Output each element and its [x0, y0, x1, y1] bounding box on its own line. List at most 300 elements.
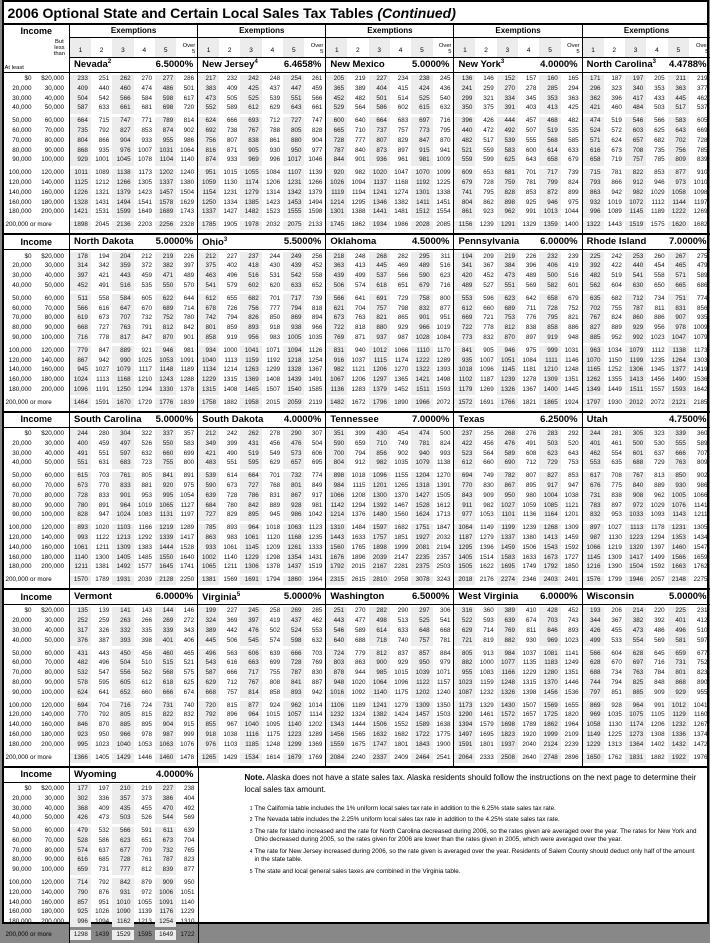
income-at-least: 30,000	[4, 804, 34, 814]
tax-amount-cell: 1663	[668, 563, 689, 573]
tax-amount-cell: 969	[582, 711, 603, 721]
tax-amount-cell: 1377	[668, 366, 689, 376]
exemption-col-header: 5	[668, 38, 689, 58]
tax-amount-cell: 1494	[304, 198, 325, 208]
tax-amount-cell: 1031	[561, 346, 582, 356]
tax-amount-cell: 558	[646, 272, 667, 282]
tax-amount-cell: 769	[497, 626, 518, 636]
tax-amount-cell: 831	[262, 491, 283, 501]
tax-amount-cell: 2748	[539, 753, 560, 763]
tax-amount-cell: 389	[347, 84, 368, 94]
tax-amount-cell: 400	[70, 439, 91, 449]
tax-amount-cell: 1103	[219, 740, 240, 750]
tax-amount-cell: 597	[689, 636, 710, 646]
tax-amount-cell: 1691	[240, 576, 261, 586]
tax-amount-cell: 2119	[304, 398, 325, 408]
tax-amount-cell: 946	[539, 198, 560, 208]
tax-amount-cell: 1071	[433, 669, 454, 679]
tax-amount-cell: 1216	[582, 563, 603, 573]
tax-amount-cell: 2240	[347, 753, 368, 763]
tax-amount-cell: 866	[604, 178, 625, 188]
tax-amount-cell: 474	[582, 117, 603, 127]
tax-amount-cell: 581	[668, 636, 689, 646]
tax-amount-cell: 1059	[198, 178, 219, 188]
tax-amount-cell: 482	[582, 272, 603, 282]
tax-amount-cell: 1013	[539, 208, 560, 218]
tax-amount-cell: 940	[347, 346, 368, 356]
tax-amount-cell: 876	[91, 888, 112, 898]
tax-amount-cell: 339	[668, 429, 689, 439]
tax-amount-cell: 761	[134, 856, 155, 866]
tax-amount-cell: 741	[454, 188, 475, 198]
tax-amount-cell: 324	[198, 617, 219, 627]
tax-amount-cell: 955	[155, 136, 176, 146]
tax-amount-cell: 436	[433, 84, 454, 94]
tax-amount-cell: 586	[369, 104, 390, 114]
tax-amount-cell: 1005	[283, 333, 304, 343]
tax-amount-cell: 1211	[219, 563, 240, 573]
tax-amount-cell: 1396	[475, 543, 496, 553]
tax-amount-cell: 524	[582, 126, 603, 136]
footnote	[245, 816, 701, 825]
tax-amount-cell: 639	[176, 827, 197, 837]
tax-amount-cell: 1505	[433, 491, 454, 501]
tax-amount-cell: 870	[433, 136, 454, 146]
tax-amount-cell: 953	[604, 511, 625, 521]
tax-amount-cell: 1199	[625, 356, 646, 366]
income-less-than: 120,000	[34, 346, 70, 356]
tax-amount-cell: 1026	[91, 908, 112, 918]
tax-amount-cell: 1351	[561, 376, 582, 386]
tax-amount-cell: 225	[668, 607, 689, 617]
tax-amount-cell: 929	[668, 688, 689, 698]
tax-amount-cell: 1283	[347, 385, 368, 395]
income-at-least: 90,000	[4, 333, 34, 343]
tax-amount-cell: 995	[155, 491, 176, 501]
tax-amount-cell: 377	[689, 84, 710, 94]
tax-amount-cell: 991	[518, 208, 539, 218]
income-less-than: 140,000	[34, 178, 70, 188]
income-less-than: 60,000	[34, 294, 70, 304]
income-at-least: 180,000	[4, 918, 34, 928]
tax-amount-cell: 716	[433, 117, 454, 127]
tax-amount-cell: 951	[91, 898, 112, 908]
tax-amount-cell: 987	[155, 730, 176, 740]
tax-amount-cell: 336	[91, 794, 112, 804]
tax-amount-cell: 724	[326, 649, 347, 659]
income-at-least: 140,000	[4, 188, 34, 198]
tax-amount-cell: 1392	[369, 501, 390, 511]
state-footnote-ref: 3	[653, 59, 656, 65]
tax-amount-cell: 541	[198, 281, 219, 291]
tax-amount-cell: 542	[91, 94, 112, 104]
tax-amount-cell: 496	[668, 626, 689, 636]
tax-amount-cell: 1443	[326, 533, 347, 543]
tax-amount-cell: 252	[70, 617, 91, 627]
tax-amount-cell: 205	[646, 75, 667, 85]
tax-amount-cell: 1136	[518, 511, 539, 521]
tax-amount-cell: 1040	[112, 740, 133, 750]
tax-amount-cell: 1189	[646, 208, 667, 218]
income-at-least: 140,000	[4, 366, 34, 376]
tax-amount-cell: 1451	[433, 198, 454, 208]
tax-amount-cell: 491	[70, 449, 91, 459]
tax-amount-cell: 204	[112, 252, 133, 262]
tax-amount-cell: 977	[454, 511, 475, 521]
income-at-least: 60,000	[4, 659, 34, 669]
tax-amount-cell: 1612	[433, 501, 454, 511]
tax-amount-cell: 1038	[219, 730, 240, 740]
tax-amount-cell: 1339	[155, 533, 176, 543]
tax-amount-cell: 944	[347, 669, 368, 679]
tax-amount-cell: 505	[219, 94, 240, 104]
tax-amount-cell: 785	[198, 524, 219, 534]
tax-amount-cell: 1424	[390, 711, 411, 721]
tax-amount-cell: 1025	[134, 356, 155, 366]
tax-amount-cell: 1023	[646, 333, 667, 343]
tax-amount-cell: 1528	[411, 501, 432, 511]
tax-amount-cell: 982	[369, 459, 390, 469]
tax-amount-cell: 1024	[112, 511, 133, 521]
tax-amount-cell: 727	[283, 117, 304, 127]
tax-amount-cell: 668	[198, 688, 219, 698]
state-rate: 4.0000%	[156, 770, 194, 780]
tax-amount-cell: 1231	[219, 188, 240, 198]
tax-amount-cell: 827	[582, 324, 603, 334]
tax-amount-cell: 1429	[112, 753, 133, 763]
tax-amount-cell: 1042	[304, 511, 325, 521]
tax-amount-cell: 951	[198, 169, 219, 179]
tax-amount-cell: 804	[326, 459, 347, 469]
tax-amount-cell: 422	[604, 262, 625, 272]
tax-amount-cell: 2235	[411, 553, 432, 563]
tax-amount-cell: 847	[411, 136, 432, 146]
tax-amount-cell: 614	[369, 626, 390, 636]
tax-amount-cell: 206	[604, 607, 625, 617]
tax-amount-cell: 526	[134, 814, 155, 824]
tax-amount-cell: 752	[561, 304, 582, 314]
tax-amount-cell: 589	[219, 104, 240, 114]
tax-amount-cell: 843	[454, 491, 475, 501]
table-row	[4, 846, 198, 856]
state-name: South Carolina	[74, 415, 142, 425]
tax-amount-cell: 444	[497, 117, 518, 127]
tax-amount-cell: 1566	[668, 553, 689, 563]
tax-amount-cell: 673	[604, 146, 625, 156]
tax-amount-cell: 780	[219, 501, 240, 511]
tax-amount-cell: 473	[625, 626, 646, 636]
tax-amount-cell: 1099	[433, 169, 454, 179]
table-row	[4, 104, 710, 114]
tax-amount-cell: 1306	[240, 563, 261, 573]
table-row	[4, 511, 710, 521]
tax-amount-cell: 893	[561, 626, 582, 636]
table-row	[4, 356, 710, 366]
tax-amount-cell: 999	[539, 346, 560, 356]
tax-amount-cell: 1127	[176, 501, 197, 511]
income-at-least: 20,000	[4, 84, 34, 94]
state-header-texas	[454, 412, 582, 428]
state-rate: 7.0000%	[412, 415, 450, 425]
tax-amount-cell: 961	[390, 156, 411, 166]
tax-amount-cell: 933	[134, 136, 155, 146]
state-rate: 5.0000%	[412, 60, 450, 70]
tax-amount-cell: 1432	[668, 740, 689, 750]
tax-amount-cell: 710	[347, 126, 368, 136]
tax-amount-cell: 867	[70, 356, 91, 366]
tax-amount-cell: 870	[155, 333, 176, 343]
tax-amount-cell: 218	[326, 252, 347, 262]
tax-amount-cell: 322	[134, 429, 155, 439]
tax-amount-cell: 1775	[433, 730, 454, 740]
tax-amount-cell: 2958	[390, 576, 411, 586]
tax-amount-cell: 1408	[262, 376, 283, 386]
tax-amount-cell: 1900	[433, 740, 454, 750]
tax-amount-cell: 1166	[134, 524, 155, 534]
tax-amount-cell: 1051	[497, 356, 518, 366]
tax-amount-cell: 2615	[347, 576, 368, 586]
tax-amount-cell: 619	[70, 314, 91, 324]
tax-amount-cell: 499	[347, 272, 368, 282]
tax-amount-cell: 1189	[347, 701, 368, 711]
tax-amount-cell: 1599	[112, 208, 133, 218]
tax-amount-cell: 1089	[604, 208, 625, 218]
tax-amount-cell: 1862	[347, 221, 368, 231]
tax-amount-cell: 420	[454, 272, 475, 282]
state-rate: 6.0000%	[540, 237, 578, 247]
tax-amount-cell: 457	[518, 117, 539, 127]
tax-amount-cell: 545	[240, 636, 261, 646]
tax-amount-cell: 421	[198, 449, 219, 459]
income-less-than: 140,000	[34, 711, 70, 721]
tax-amount-cell: 897	[604, 501, 625, 511]
tax-amount-cell: 2256	[155, 221, 176, 231]
tax-amount-cell: 858	[539, 324, 560, 334]
exemption-col-header: 4	[262, 38, 283, 58]
tax-amount-cell: 1061	[70, 543, 91, 553]
tax-amount-cell: 503	[539, 439, 560, 449]
tax-amount-cell: 1905	[219, 221, 240, 231]
tax-amount-cell: 532	[70, 669, 91, 679]
income-bracket: 200,000 or more	[4, 576, 70, 586]
tax-amount-cell: 554	[625, 636, 646, 646]
state-rate: 4.5000%	[412, 237, 450, 247]
income-less-than: 80,000	[34, 314, 70, 324]
tax-amount-cell: 268	[369, 252, 390, 262]
tax-amount-cell: 571	[582, 136, 603, 146]
tax-amount-cell: 756	[198, 136, 219, 146]
tax-amount-cell: 482	[561, 117, 582, 127]
tax-amount-cell: 193	[582, 607, 603, 617]
tax-amount-cell: 606	[240, 649, 261, 659]
tax-amount-cell: 629	[262, 459, 283, 469]
tax-amount-cell: 950	[176, 878, 197, 888]
tax-amount-cell: 1059	[518, 501, 539, 511]
state-header-new-jersey	[198, 58, 326, 73]
tax-amount-cell: 597	[112, 449, 133, 459]
tax-amount-cell: 541	[625, 272, 646, 282]
tax-amount-cell: 1290	[454, 711, 475, 721]
page-title	[4, 2, 707, 25]
tax-amount-cell: 871	[219, 146, 240, 156]
tax-amount-cell: 1112	[646, 346, 667, 356]
tax-amount-cell: 838	[240, 136, 261, 146]
income-less-than: 200,000	[34, 918, 70, 928]
tax-amount-cell: 1120	[262, 533, 283, 543]
tax-amount-cell: 1096	[475, 366, 496, 376]
tax-amount-cell: 964	[112, 501, 133, 511]
tax-amount-cell: 2810	[369, 576, 390, 586]
tax-amount-cell: 993	[70, 533, 91, 543]
tax-amount-cell: 1140	[70, 553, 91, 563]
tax-amount-cell: 690	[497, 459, 518, 469]
tax-amount-cell: 848	[646, 678, 667, 688]
tax-amount-cell: 1758	[198, 398, 219, 408]
tax-amount-cell: 489	[411, 262, 432, 272]
income-less-than: 40,000	[34, 272, 70, 282]
table-row	[4, 721, 710, 731]
tax-amount-cell: 1350	[433, 701, 454, 711]
state-header-tennessee	[326, 412, 454, 428]
tax-amount-cell: 935	[91, 146, 112, 156]
tax-table-band-2	[4, 233, 710, 410]
tax-amount-cell: 1457	[155, 188, 176, 198]
tax-amount-cell: 985	[369, 669, 390, 679]
tax-amount-cell: 812	[134, 866, 155, 876]
tax-amount-cell: 1222	[668, 208, 689, 218]
tax-amount-cell: 874	[198, 156, 219, 166]
tax-amount-cell: 681	[134, 104, 155, 114]
tax-amount-cell: 624	[198, 117, 219, 127]
tax-amount-cell: 1090	[112, 908, 133, 918]
tax-amount-cell: 909	[475, 491, 496, 501]
table-row	[4, 178, 710, 188]
tax-amount-cell: 1369	[304, 740, 325, 750]
tax-amount-cell: 630	[625, 281, 646, 291]
tax-amount-cell: 517	[475, 136, 496, 146]
tax-amount-cell: 821	[561, 314, 582, 324]
tax-amount-cell: 1084	[262, 169, 283, 179]
tax-amount-cell: 976	[198, 740, 219, 750]
tax-amount-cell: 2403	[539, 576, 560, 586]
tax-amount-cell: 178	[70, 252, 91, 262]
tax-amount-cell: 529	[326, 104, 347, 114]
tax-amount-cell: 1927	[411, 533, 432, 543]
tax-amount-cell: 930	[668, 481, 689, 491]
income-less-than: 30,000	[34, 262, 70, 272]
tax-amount-cell: 406	[539, 262, 560, 272]
tax-amount-cell: 1077	[497, 659, 518, 669]
tax-amount-cell: 516	[561, 272, 582, 282]
tax-amount-cell: 1343	[326, 721, 347, 731]
tax-amount-cell: 847	[91, 346, 112, 356]
tax-amount-cell: 950	[411, 659, 432, 669]
state-name: North Carolina$^3$	[587, 59, 656, 70]
tax-amount-cell: 397	[176, 262, 197, 272]
tax-amount-cell: 1218	[283, 356, 304, 366]
tax-amount-cell: 643	[561, 449, 582, 459]
tax-amount-cell: 1920	[518, 730, 539, 740]
tax-amount-cell: 1792	[539, 563, 560, 573]
tax-amount-cell: 582	[539, 281, 560, 291]
tax-amount-cell: 734	[604, 669, 625, 679]
tax-amount-cell: 728	[689, 136, 710, 146]
tax-amount-cell: 1226	[70, 188, 91, 198]
tax-amount-cell: 219	[497, 252, 518, 262]
over-5-header: Over 5	[433, 38, 454, 58]
table-row	[4, 459, 710, 469]
income-at-least: 50,000	[4, 294, 34, 304]
tax-amount-cell: 1023	[561, 636, 582, 646]
tax-amount-cell: 375	[475, 104, 496, 114]
tax-amount-cell: 653	[475, 169, 496, 179]
tax-amount-cell: 701	[262, 472, 283, 482]
tax-amount-cell: 673	[70, 481, 91, 491]
tax-amount-cell: 602	[390, 104, 411, 114]
tax-amount-cell: 345	[518, 94, 539, 104]
tax-amount-cell: 721	[454, 636, 475, 646]
state-header-north-carolina	[582, 58, 710, 73]
tax-amount-cell: 1145	[625, 208, 646, 218]
tax-amount-cell: 759	[497, 178, 518, 188]
tax-amount-cell: 1289	[433, 356, 454, 366]
income-less-than: 100,000	[34, 688, 70, 698]
tax-amount-cell: 707	[112, 314, 133, 324]
tax-amount-cell: 661	[304, 104, 325, 114]
tax-amount-cell: 921	[134, 346, 155, 356]
income-less-than: 140,000	[34, 533, 70, 543]
tax-amount-cell: 689	[497, 304, 518, 314]
tax-amount-cell: 673	[91, 314, 112, 324]
tax-amount-cell: 556	[112, 669, 133, 679]
tax-amount-cell: 1986	[390, 221, 411, 231]
tax-amount-cell: 1391	[433, 481, 454, 491]
tax-amount-cell: 660	[155, 449, 176, 459]
tax-amount-cell: 226	[518, 252, 539, 262]
tax-amount-cell: 605	[112, 678, 133, 688]
tax-amount-cell: 1722	[176, 930, 197, 940]
table-row	[4, 878, 198, 888]
tax-amount-cell: 1329	[475, 701, 496, 711]
tax-amount-cell: 484	[625, 104, 646, 114]
tax-amount-cell: 1019	[134, 501, 155, 511]
tax-amount-cell: 415	[390, 84, 411, 94]
tax-amount-cell: 908	[625, 491, 646, 501]
tax-amount-cell: 217	[198, 75, 219, 85]
tax-amount-cell: 821	[369, 314, 390, 324]
tax-amount-cell: 658	[582, 156, 603, 166]
tax-amount-cell: 482	[347, 94, 368, 104]
tax-amount-cell: 433	[646, 94, 667, 104]
tax-amount-cell: 688	[582, 669, 603, 679]
tax-amount-cell: 2148	[668, 576, 689, 586]
tax-amount-cell: 468	[539, 117, 560, 127]
tax-amount-cell: 1614	[262, 753, 283, 763]
tax-amount-cell: 1113	[91, 376, 112, 386]
income-less-than: 80,000	[34, 846, 70, 856]
tax-amount-cell: 724	[134, 701, 155, 711]
exemption-col-header: 2	[219, 38, 240, 58]
tax-amount-cell: 928	[604, 701, 625, 711]
tax-amount-cell: 767	[625, 472, 646, 482]
tax-amount-cell: 969	[539, 636, 560, 646]
tax-amount-cell: 559	[454, 156, 475, 166]
alaska-note	[198, 766, 707, 943]
table-row	[4, 533, 710, 543]
tax-amount-cell: 1229	[582, 740, 603, 750]
tax-amount-cell: 800	[433, 294, 454, 304]
tax-amount-cell: 670	[604, 659, 625, 669]
